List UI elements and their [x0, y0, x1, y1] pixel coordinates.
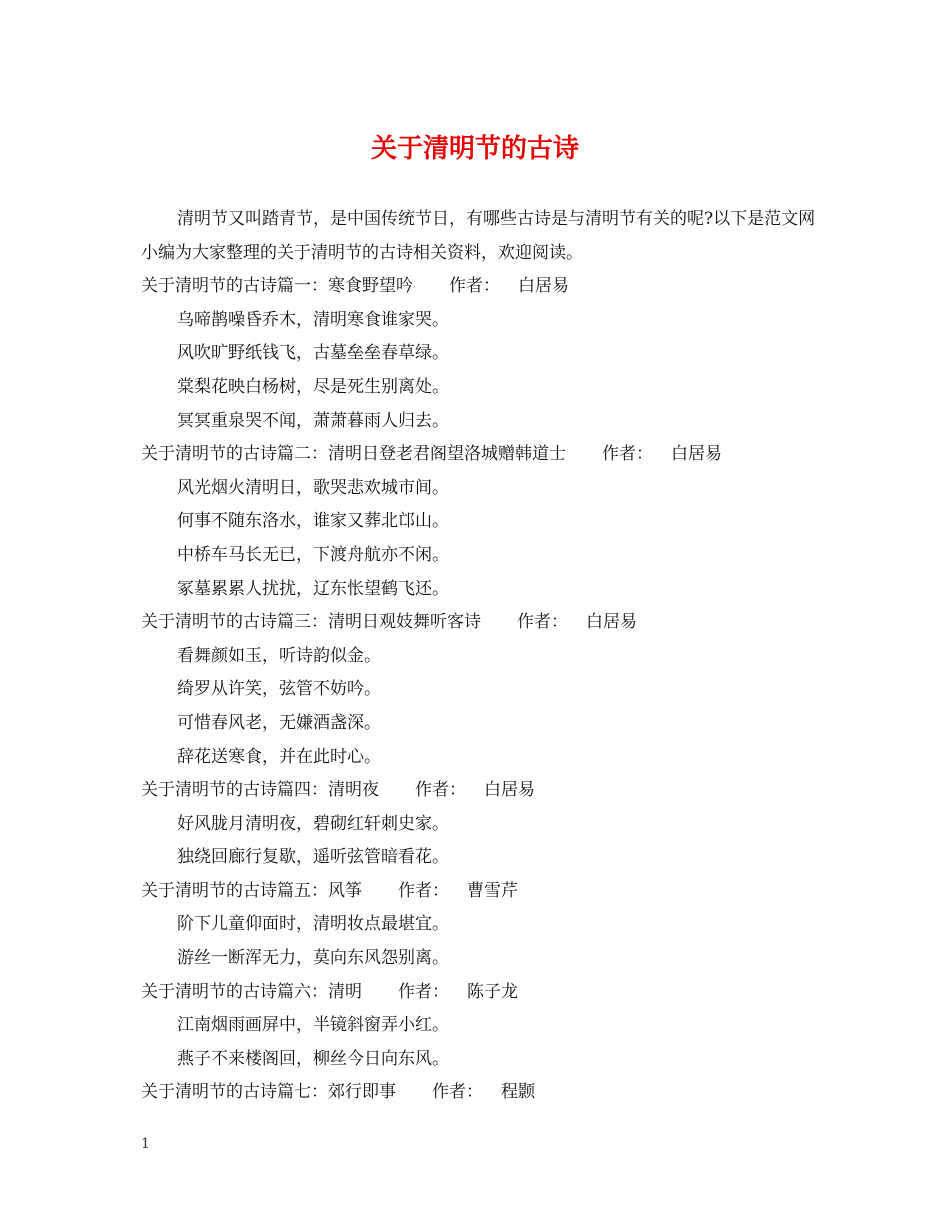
- author-label: 作者：: [415, 780, 466, 801]
- author-label: 作者：: [398, 880, 449, 901]
- poem-heading: 关于清明节的古诗篇五：风筝: [141, 880, 362, 901]
- poem-heading: 关于清明节的古诗篇四：清明夜: [141, 780, 379, 801]
- author-label: 作者：: [398, 981, 449, 1002]
- author-name: 陈子龙: [467, 981, 518, 1002]
- poem-section: [141, 976, 821, 1077]
- poem-heading: 关于清明节的古诗篇六：清明: [141, 981, 362, 1002]
- verse-line: 绮罗从许笑，弦管不妨吟。: [177, 679, 381, 700]
- author-label: 作者：: [517, 612, 568, 633]
- poem-section: [141, 438, 821, 606]
- verse-line: 乌啼鹊噪昏乔木，清明寒食谁家哭。: [177, 309, 449, 330]
- author-name: 白居易: [671, 444, 722, 465]
- poem-heading-line: [141, 774, 821, 808]
- poem-heading-line: [141, 1076, 821, 1110]
- document-title: 关于清明节的古诗: [370, 134, 579, 164]
- author-label: 作者：: [602, 444, 653, 465]
- verse-line: 风吹旷野纸钱飞，古墓垒垒春草绿。: [177, 343, 449, 364]
- poem-section: [141, 270, 821, 438]
- verse-line: 阶下儿童仰面时，清明妆点最堪宜。: [177, 914, 449, 935]
- poem-section: [141, 875, 821, 976]
- verse-line: 江南烟雨画屏中，半镜斜窗弄小红。: [177, 1015, 449, 1036]
- author-name: 白居易: [518, 276, 569, 297]
- verse-line: 棠梨花映白杨树，尽是死生别离处。: [177, 376, 449, 397]
- author-name: 曹雪芹: [467, 880, 518, 901]
- author-name: 白居易: [586, 612, 637, 633]
- author-label: 作者：: [449, 276, 500, 297]
- poem-heading: 关于清明节的古诗篇一：寒食野望吟: [141, 276, 413, 297]
- verse-line: 独绕回廊行复歇，遥听弦管暗看花。: [177, 847, 449, 868]
- poem-section: [141, 1076, 821, 1110]
- intro-paragraph: 清明节又叫踏青节，是中国传统节日，有哪些古诗是与清明节有关的呢?以下是范文网小编为大家整理的关于清明节的古诗相关资料，欢迎阅读。: [141, 209, 816, 263]
- poem-heading-line: [141, 270, 821, 304]
- poem-heading-line: [141, 976, 821, 1010]
- verse-line: 游丝一断浑无力，莫向东风怨别离。: [177, 948, 449, 969]
- page-number: 1: [141, 1136, 150, 1152]
- poem-heading-line: [141, 606, 821, 640]
- verse-line: 中桥车马长无已，下渡舟航亦不闲。: [177, 544, 449, 565]
- poem-section: [141, 774, 821, 875]
- verse-line: 燕子不来楼阁回，柳丝今日向东风。: [177, 1048, 449, 1069]
- author-name: 程颢: [501, 1082, 535, 1103]
- verse-line: 可惜春风老，无嫌酒盏深。: [177, 712, 381, 733]
- verse-line: 冥冥重泉哭不闻，萧萧暮雨人归去。: [177, 410, 449, 431]
- verse-line: 好风胧月清明夜，碧砌红轩刺史家。: [177, 813, 449, 834]
- poem-heading: 关于清明节的古诗篇七：郊行即事: [141, 1082, 396, 1103]
- document-body: [141, 203, 821, 1110]
- verse-line: 辞花送寒食，并在此时心。: [177, 746, 381, 767]
- poem-heading-line: [141, 875, 821, 909]
- poem-heading: 关于清明节的古诗篇二：清明日登老君阁望洛城赠韩道士: [141, 444, 566, 465]
- verse-line: 何事不随东洛水，谁家又葬北邙山。: [177, 511, 449, 532]
- poem-section: [141, 606, 821, 774]
- verse-line: 冢墓累累人扰扰，辽东怅望鹤飞还。: [177, 578, 449, 599]
- verse-line: 风光烟火清明日，歌哭悲欢城市间。: [177, 477, 449, 498]
- verse-line: 看舞颜如玉，听诗韵似金。: [177, 645, 381, 666]
- author-name: 白居易: [484, 780, 535, 801]
- author-label: 作者：: [432, 1082, 483, 1103]
- poem-heading-line: [141, 438, 821, 472]
- poem-heading: 关于清明节的古诗篇三：清明日观妓舞听客诗: [141, 612, 481, 633]
